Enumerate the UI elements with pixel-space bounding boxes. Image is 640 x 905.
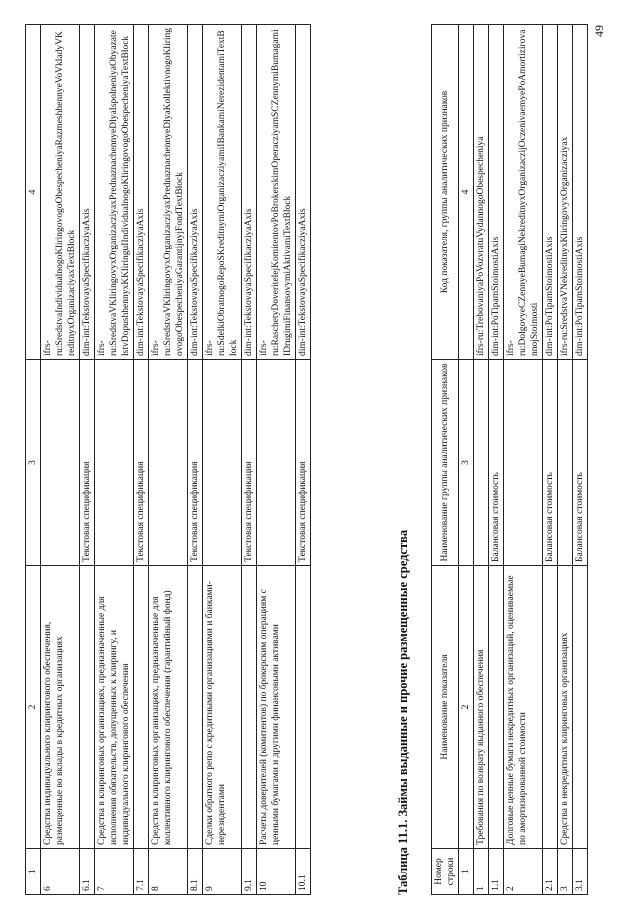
indicator-name-cell: Средства в клиринговых организациях, предназначенные для коллективного клирингового обеспечения (гарантийный фонд) [149,566,188,849]
code-cell: ifrs-ru:SredstvaVKliringovyxOrganizacziyaxPrednaznachennyeDlyaKollektivnogoKliringovogoObespecheniyaGarantijnyjFondTextBlock [149,25,188,360]
indicator-name-cell [188,566,203,849]
group-name-cell: Балансовая стоимость [489,360,504,566]
indicator-name-cell [573,566,588,849]
indicator-name-cell [80,566,95,849]
row-number-cell: 8.1 [188,849,203,895]
indicator-name-cell: Расчеты доверителей (комитентов) по брокерским операциям с ценными бумагами и другими финансовыми активами [257,566,296,849]
table-row [242,25,257,895]
code-cell: ifrs-ru:RaschetyDoveritelejKomitentovPoBrokerskimOperacziyamSCZennymiBumagamiIDrugimiFinansovymiAktivamiTextBlock [257,25,296,360]
table-row [95,25,134,895]
group-name-cell [558,360,573,566]
group-name-cell: Текстовая спецификация [80,360,95,566]
table-row [257,25,296,895]
code-cell: dim-int:TekstovayaSpecifikacziyaAxis [80,25,95,360]
indicator-name-cell: Средства в некредитных клиринговых организациях [558,566,573,849]
indicators-table-continued [25,24,311,895]
column-number-cell: 4 [459,25,474,360]
group-name-cell [257,360,296,566]
code-cell: ifrs-ru:TrebovaniyaPoVozvratuVydannogoObespecheniya [474,25,489,360]
table-row [504,25,543,895]
table-caption: Таблица 11.1. Займы выданные и прочие размещенные средства [396,529,410,895]
row-number-cell: 3.1 [573,849,588,895]
row-number-cell: 6.1 [80,849,95,895]
table-row [474,25,489,895]
indicator-name-cell [242,566,257,849]
indicator-name-cell: Сделки обратного репо с кредитными организациями и банками-нерезидентами [203,566,242,849]
table-row [573,25,588,895]
code-cell: dim-int:TekstovayaSpecifikacziyaAxis [296,25,311,360]
table-row [149,25,188,895]
loans-issued-table [431,24,588,895]
group-name-cell [95,360,134,566]
row-number-cell: 1 [474,849,489,895]
code-cell: ifrs-ru:SdelkiObratnogoRepoSKreditnymiOrganizacziyamiIBankamiNerezidentamiTextBlock [203,25,242,360]
group-name-cell [474,360,489,566]
column-number-row [26,25,41,895]
header-cell-row-number: Номер строки [432,849,459,895]
group-name-cell: Текстовая спецификация [134,360,149,566]
column-number-cell: 1 [459,849,474,895]
table-row [296,25,311,895]
group-name-cell [203,360,242,566]
group-name-cell: Балансовая стоимость [573,360,588,566]
code-cell: dim-int:PoTipamStoimostiAxis [489,25,504,360]
code-cell: dim-int:PoTipamStoimostiAxis [543,25,558,360]
code-cell: dim-int:TekstovayaSpecifikacziyaAxis [188,25,203,360]
table-row [489,25,504,895]
row-number-cell: 9.1 [242,849,257,895]
group-name-cell [149,360,188,566]
group-name-cell: Текстовая спецификация [188,360,203,566]
page-number: 49 [592,25,606,37]
group-name-cell [41,360,80,566]
header-row [432,25,459,895]
code-cell: ifrs-ru:SredstvaVKliringovyxOrganizacziyaxPrednaznachennyeDlyaIspolneniyaObyazatelstvDopushhennyxKKliringuIIndividualnogoKliringovogoObespecheniyaTextBlock [95,25,134,360]
column-number-cell: 4 [26,25,41,360]
column-number-cell: 3 [459,360,474,566]
table-row [558,25,573,895]
group-name-cell: Балансовая стоимость [543,360,558,566]
code-cell: ifrs-ru:DolgovyeCZennyeBumagiNekreditnyxOrganizaczijOczenivaemyePoAmortizirovannojStoimosti [504,25,543,360]
indicator-name-cell: Средства в клиринговых организациях, предназначенные для исполнения обязательств, допущенных к клирингу, и индивидуального клирингового обеспечения [95,566,134,849]
row-number-cell: 6 [41,849,80,895]
row-number-cell: 7.1 [134,849,149,895]
code-cell: dim-int:TekstovayaSpecifikacziyaAxis [134,25,149,360]
header-cell-group-name: Наименование группы аналитических признаков [432,360,459,566]
row-number-cell: 2.1 [543,849,558,895]
table-row [134,25,149,895]
table-row [80,25,95,895]
table-row [188,25,203,895]
table-row [203,25,242,895]
indicator-name-cell: Требования по возврату выданного обеспечения [474,566,489,849]
row-number-cell: 3 [558,849,573,895]
code-cell: ifrs-ru:SredstvaIndividualnogoKliringovogoObespecheniyaRazmeshhennyeVoVkladyVKreditnyxOrganizaciyaxTextBlock [41,25,80,360]
row-number-cell: 2 [504,849,543,895]
indicator-name-cell [134,566,149,849]
column-number-cell: 2 [459,566,474,849]
indicator-name-cell: Средства индивидуального клирингового обеспечения, размещенные во вклады в кредитных организациях [41,566,80,849]
group-name-cell: Текстовая спецификация [242,360,257,566]
header-cell-code: Код показателя, группы аналитических признаков [432,25,459,360]
table-row [41,25,80,895]
row-number-cell: 8 [149,849,188,895]
group-name-cell: Текстовая спецификация [296,360,311,566]
code-cell: ifrs-ru:SredstvaVNekreditnyxKliringovyxOrganizacziyax [558,25,573,360]
header-cell-indicator-name: Наименование показателя [432,566,459,849]
row-number-cell: 7 [95,849,134,895]
indicator-name-cell: Долговые ценные бумаги некредитных организаций, оцениваемые по амортизированной стоимости [504,566,543,849]
group-name-cell [504,360,543,566]
column-number-row [459,25,474,895]
column-number-cell: 2 [26,566,41,849]
indicator-name-cell [296,566,311,849]
column-number-cell: 1 [26,849,41,895]
row-number-cell: 1.1 [489,849,504,895]
column-number-cell: 3 [26,360,41,566]
row-number-cell: 10.1 [296,849,311,895]
rotated-document-page [20,20,620,895]
code-cell: dim-int:TekstovayaSpecifikacziyaAxis [242,25,257,360]
row-number-cell: 10 [257,849,296,895]
row-number-cell: 9 [203,849,242,895]
table-row [543,25,558,895]
code-cell: dim-int:PoTipamStoimostiAxis [573,25,588,360]
indicator-name-cell [489,566,504,849]
indicator-name-cell [543,566,558,849]
